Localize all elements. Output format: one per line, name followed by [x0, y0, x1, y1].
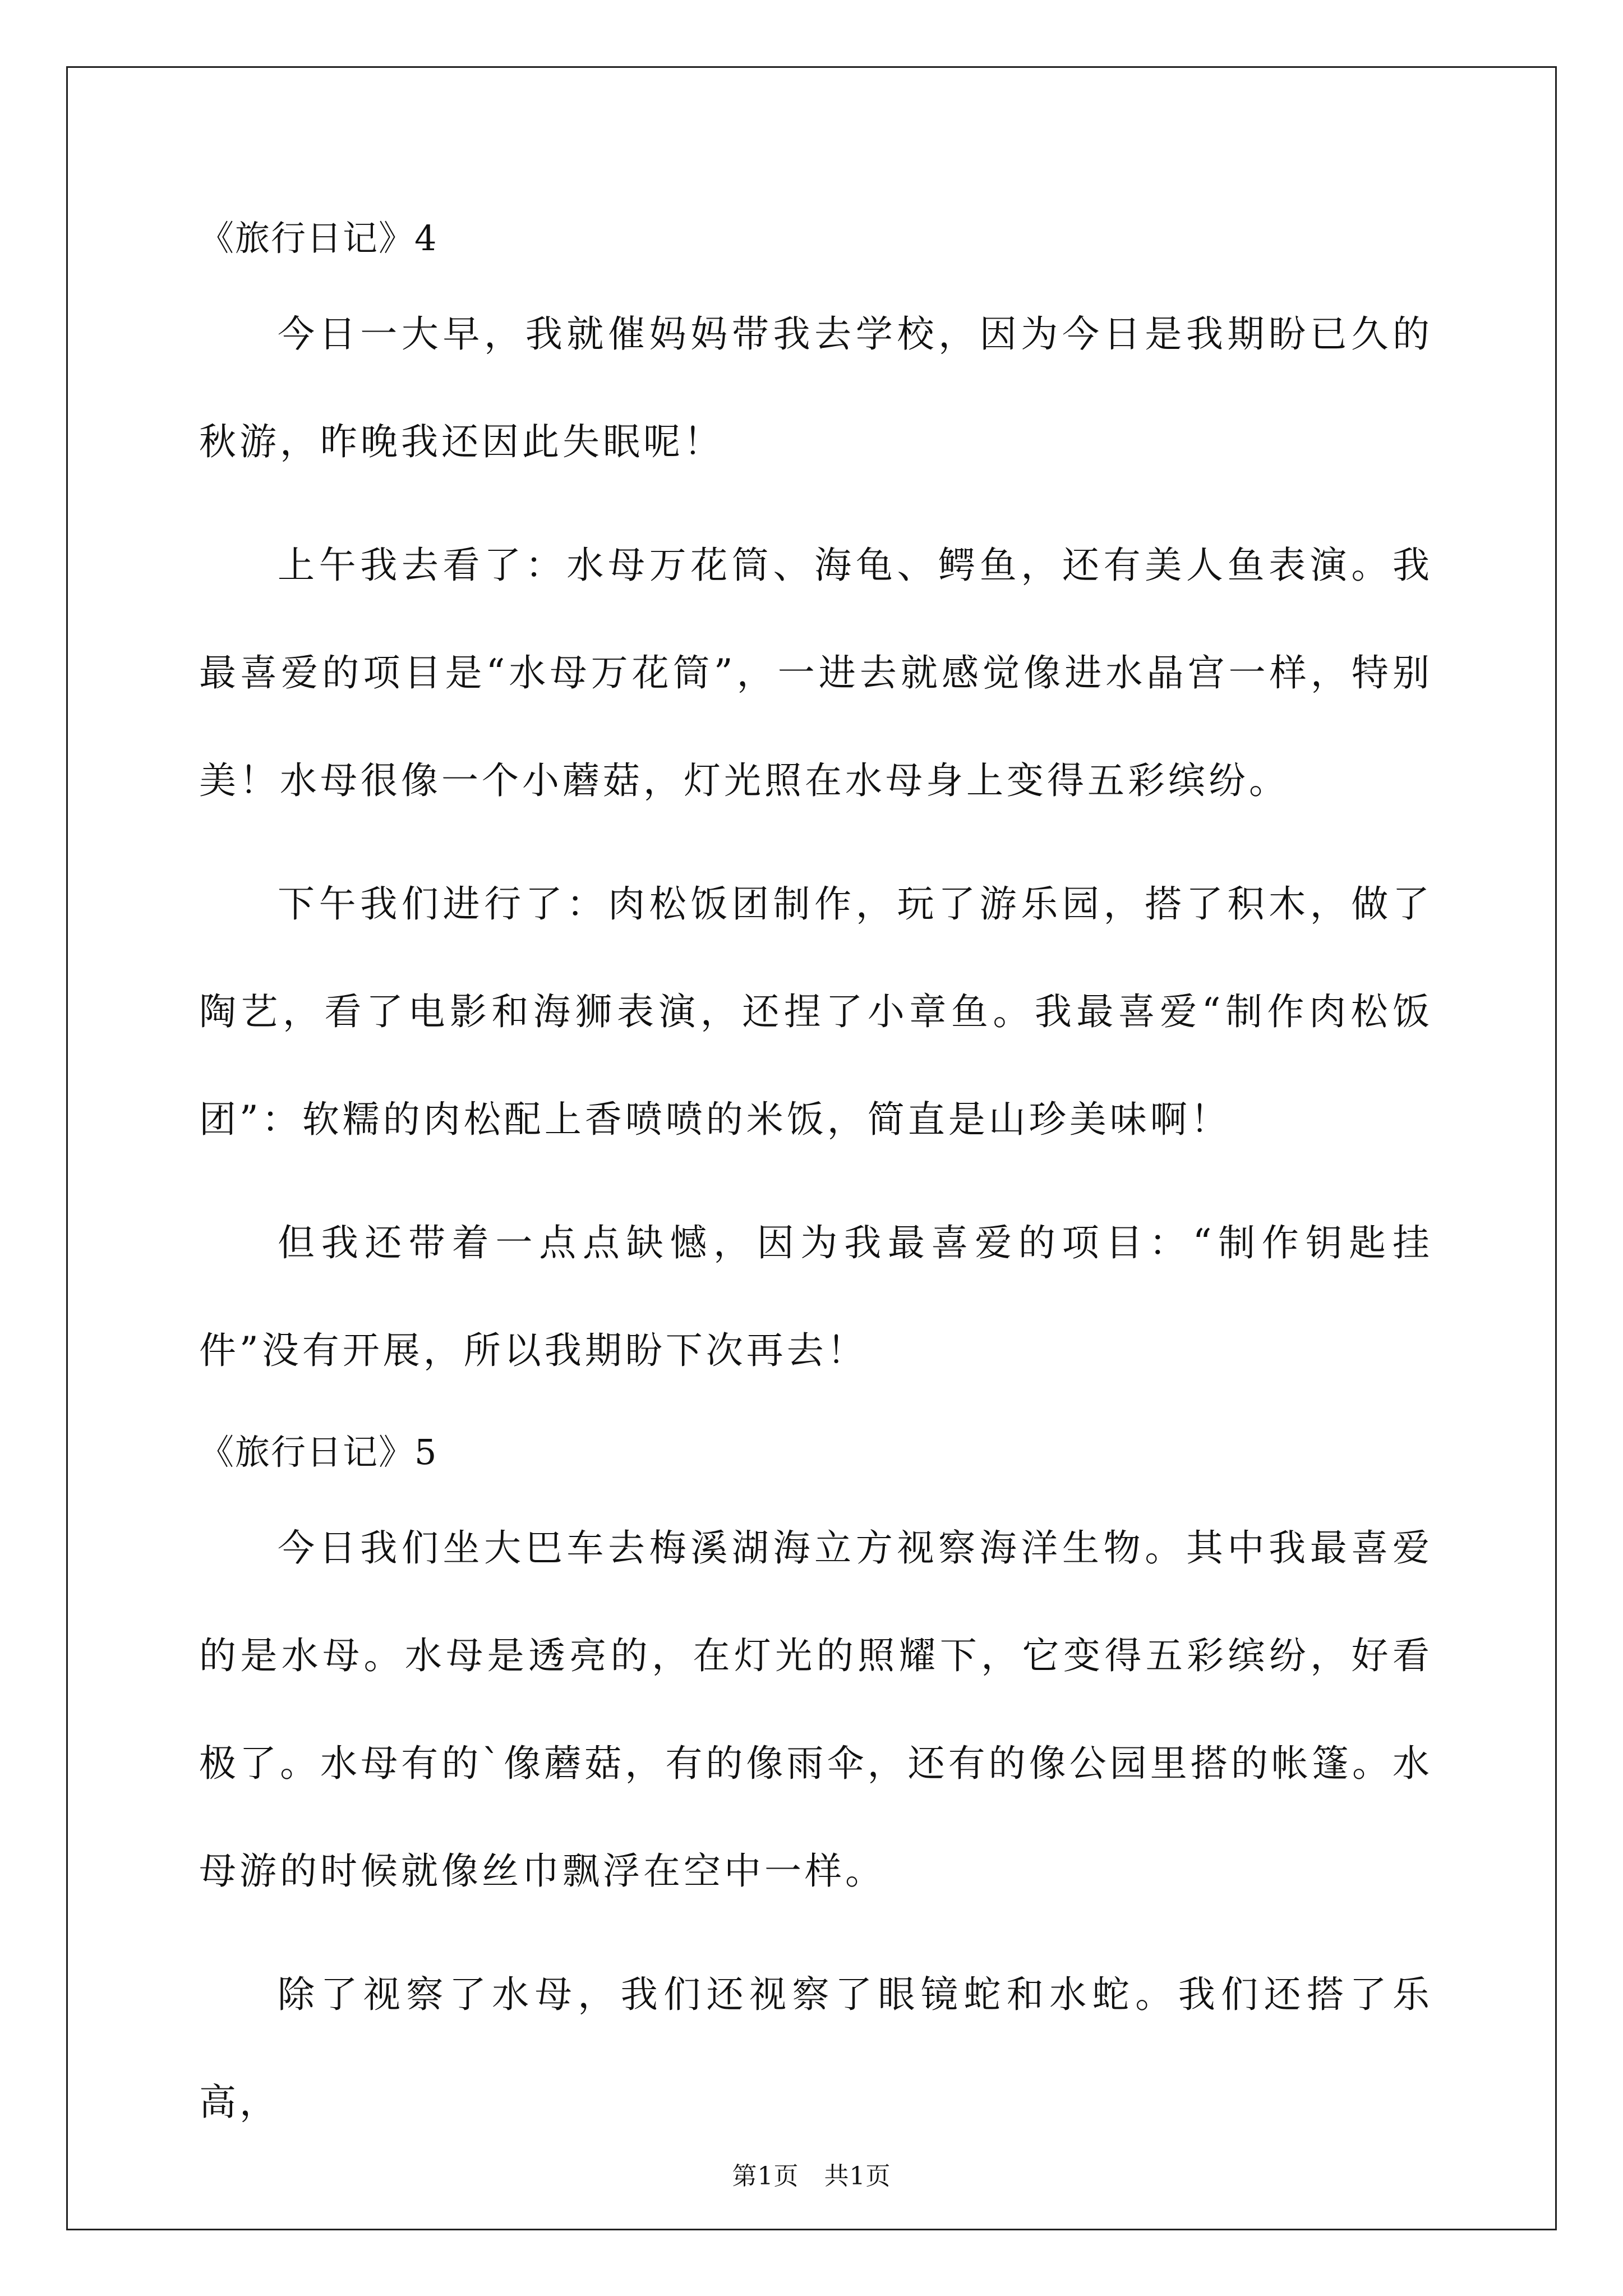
page-number: 第1页 共1页	[732, 2162, 891, 2191]
section-title: 《旅行日记》5	[199, 1432, 438, 1473]
paragraph: 下午我们进行了：肉松饭团制作，玩了游乐园，搭了积木，做了陶艺，看了电影和海狮表演，还捏了小章鱼。我最喜爱“制作肉松饭团”：软糯的肉松配上香喷喷的米饭，简直是山珍美味啊！	[199, 882, 1433, 1141]
paragraph: 上午我去看了：水母万花筒、海龟、鳄鱼，还有美人鱼表演。我最喜爱的项目是“水母万花筒”，一进去就感觉像进水晶宫一样，特别美！水母很像一个小蘑菇，灯光照在水母身上变得五彩缤纷。	[199, 544, 1433, 802]
section-title: 《旅行日记》4	[199, 218, 438, 259]
paragraph: 但我还带着一点点缺憾，因为我最喜爱的项目：“制作钥匙挂件”没有开展，所以我期盼下次再去！	[199, 1221, 1433, 1372]
document-body	[199, 213, 1433, 2172]
paragraph: 今日一大早，我就催妈妈带我去学校，因为今日是我期盼已久的秋游，昨晚我还因此失眠呢！	[199, 312, 1433, 463]
paragraph: 除了视察了水母，我们还视察了眼镜蛇和水蛇。我们还搭了乐高，	[199, 1973, 1433, 2124]
paragraph: 今日我们坐大巴车去梅溪湖海立方视察海洋生物。其中我最喜爱的是水母。水母是透亮的，在灯光的照耀下，它变得五彩缤纷，好看极了。水母有的`像蘑菇，有的像雨伞，还有的像公园里搭的帐篷。水母游的时候就像丝巾飘浮在空中一样。	[199, 1526, 1433, 1893]
